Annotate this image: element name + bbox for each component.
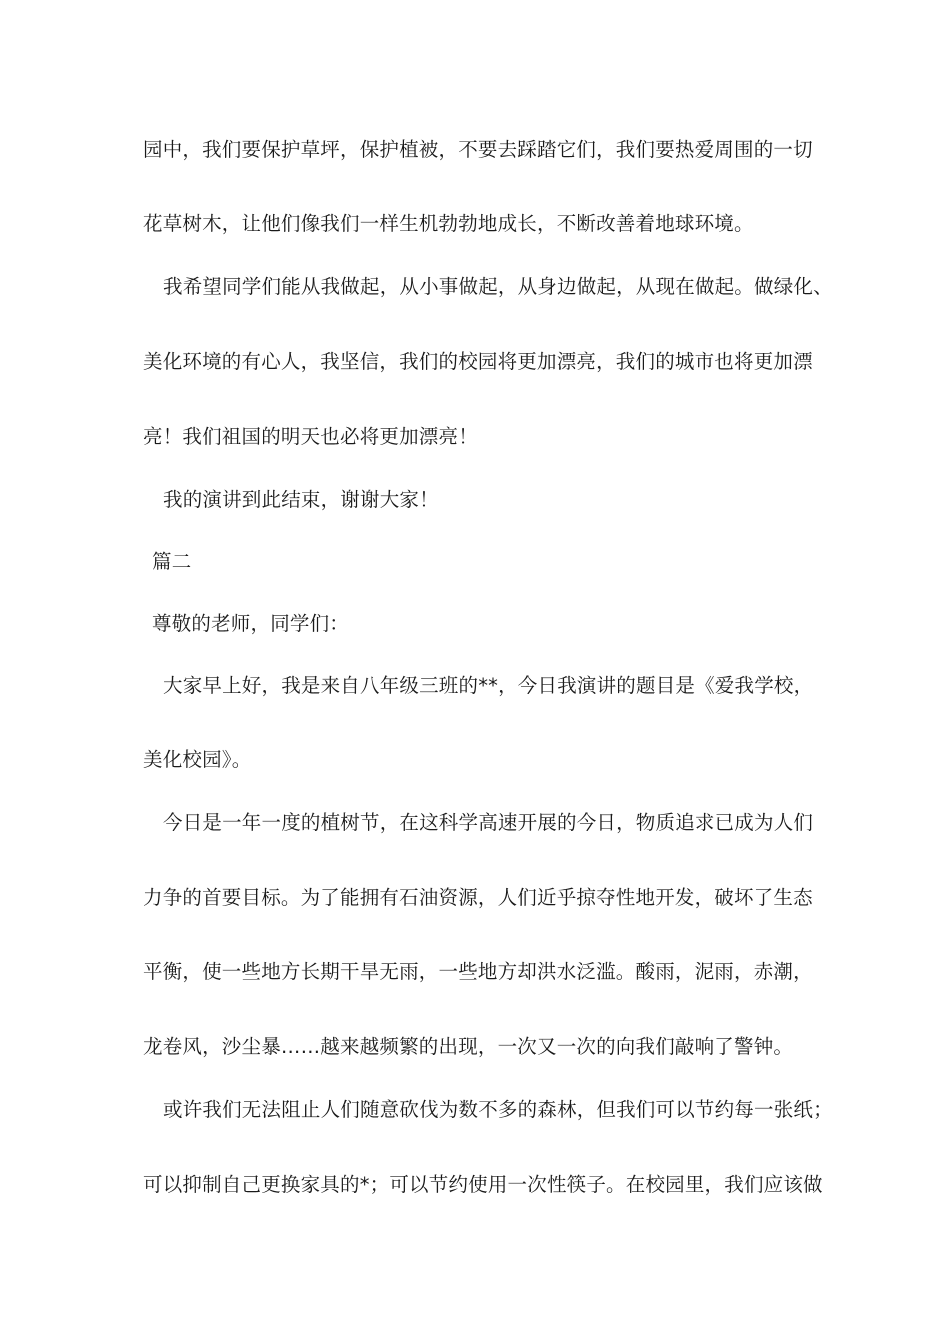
- section-heading: 篇二: [152, 550, 192, 573]
- paragraph-line: 亮！我们祖国的明天也必将更加漂亮！: [143, 425, 478, 448]
- paragraph-line: 龙卷风，沙尘暴……越来越频繁的出现，一次又一次的向我们敲响了警钟。: [143, 1035, 794, 1058]
- salutation: 尊敬的老师，同学们：: [152, 612, 350, 635]
- paragraph-line: 美化校园》。: [143, 748, 252, 771]
- paragraph-line: 园中，我们要保护草坪，保护植被，不要去踩踏它们，我们要热爱周围的一切: [143, 138, 813, 161]
- paragraph-line: 可以抑制自己更换家具的*；可以节约使用一次性筷子。在校园里，我们应该做: [143, 1173, 823, 1196]
- paragraph-line: 美化环境的有心人，我坚信，我们的校园将更加漂亮，我们的城市也将更加漂: [143, 350, 813, 373]
- paragraph-line: 我希望同学们能从我做起，从小事做起，从身边做起，从现在做起。做绿化、: [163, 275, 833, 298]
- paragraph-line: 力争的首要目标。为了能拥有石油资源，人们近乎掠夺性地开发，破坏了生态: [143, 886, 813, 909]
- paragraph-line: 花草树木，让他们像我们一样生机勃勃地成长，不断改善着地球环境。: [143, 212, 754, 235]
- paragraph-line: 我的演讲到此结束，谢谢大家！: [163, 488, 439, 511]
- paragraph-line: 或许我们无法阻止人们随意砍伐为数不多的森林，但我们可以节约每一张纸；: [163, 1098, 833, 1121]
- paragraph-line: 今日是一年一度的植树节，在这科学高速开展的今日，物质追求已成为人们: [163, 811, 814, 834]
- paragraph-line: 平衡，使一些地方长期干旱无雨，一些地方却洪水泛滥。酸雨，泥雨，赤潮，: [143, 960, 813, 983]
- paragraph-line: 大家早上好，我是来自八年级三班的**，今日我演讲的题目是《爱我学校，: [163, 674, 814, 697]
